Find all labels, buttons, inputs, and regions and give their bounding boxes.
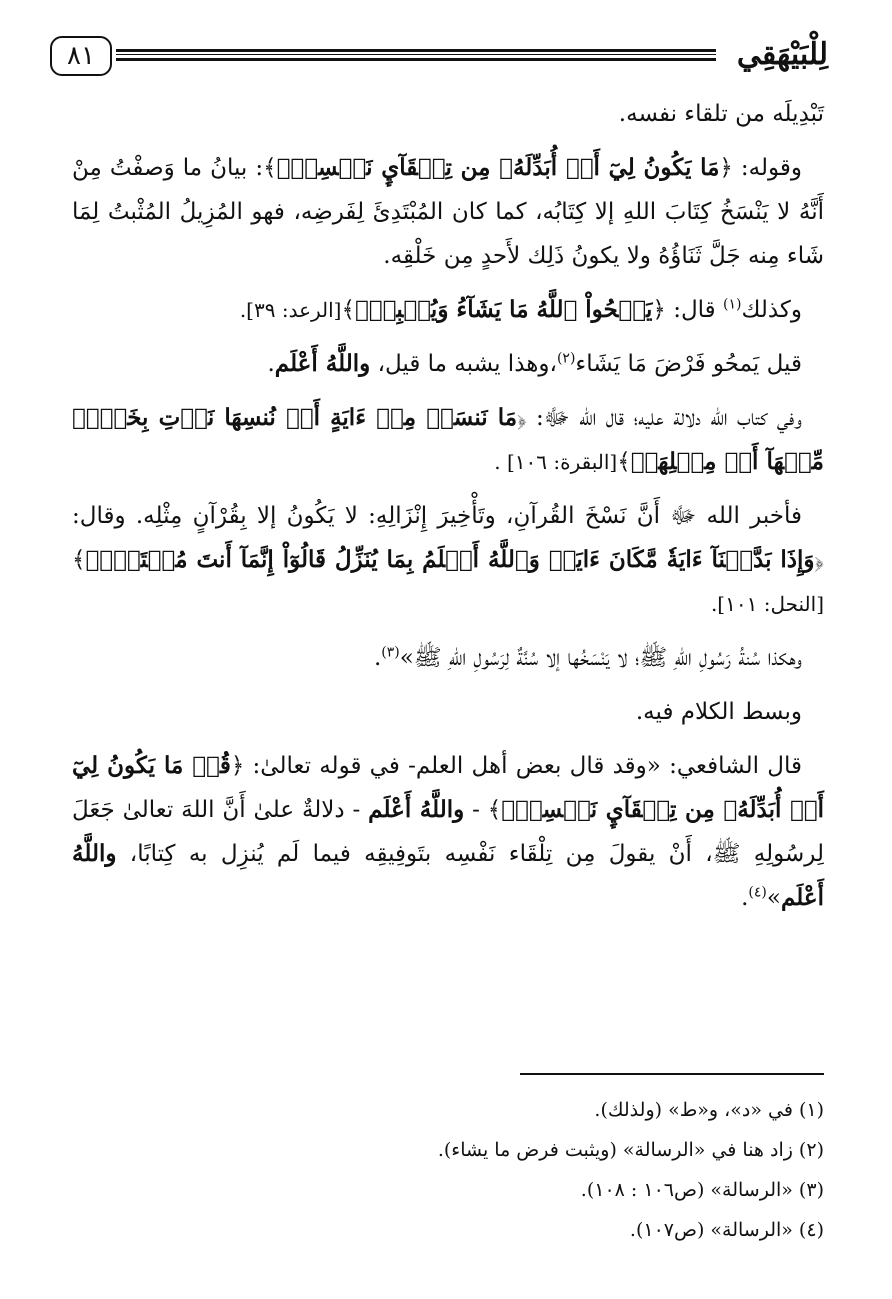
- text-run: قيل يَمحُو فَرْضَ مَا يَشَاء: [575, 351, 802, 377]
- text-run: وبسط الكلام فيه.: [635, 699, 802, 725]
- text-run: - دلالةٌ علىٰ أَنَّ اللهَ تعالىٰ جَعَلَ لِرسُولِهِ ﷺ، أَنْ يقولَ مِن تِلْقَاء نَفْسِه بتَوفِيقِه فيما لَم يُنزِل به كِتابًا،: [72, 797, 824, 867]
- text-run: : بيانُ ما وَصفْتُ مِنْ أَنَّهُ لا يَنْسَخُ كِتَابَ اللهِ إلا كِتَابُه، كما كان المُبْتَدِئَ لِفَرضِه، فهو المُزِيلُ المُثْبتُ لِمَا شَاء مِنه جَلَّ ثَنَاؤُهُ ولا يكونُ ذَلِك لأَحدٍ مِن خَلْقِه.: [72, 155, 824, 269]
- paragraph-p7: [72, 636, 824, 680]
- text-run: تَبْدِيلَه من تلقاء نفسه.: [618, 101, 824, 127]
- paragraph-p5: [72, 396, 824, 484]
- quran-quote: قُلۡ مَا يَكُونُ لِيٓ أَنۡ أُبَدِّلَهُۥ مِن تِلۡقَآيِٕ نَفۡسِيٓۖ: [72, 752, 824, 823]
- text-run: وكذلك: [741, 297, 802, 323]
- quran-bracket: ﴾: [72, 547, 86, 573]
- quran-quote: مَا يَكُونُ لِيٓ أَنۡ أُبَدِّلَهُۥ مِن تِلۡقَآيِٕ نَفۡسِيٓۖ: [276, 154, 720, 181]
- quran-bracket: ﴿: [230, 753, 245, 779]
- quran-bracket: ﴿: [517, 405, 527, 431]
- text-run: قال الشافعي: «وقد قال بعض أهل العلم- في قوله تعالىٰ:: [244, 753, 802, 779]
- footnote-marker: (٢): [556, 350, 576, 367]
- main-text: [72, 92, 824, 930]
- quran-bracket: ﴿: [652, 297, 666, 323]
- quran-quote: يَمۡحُواْ ٱللَّهُ مَا يَشَآءُ وَيُثۡبِتُۖ: [354, 296, 653, 323]
- text-run: .: [741, 885, 749, 911]
- text-run: قال:: [665, 297, 723, 323]
- footnotes: [72, 1090, 824, 1250]
- footnote-2: (٢) زاد هنا في «الرسالة» (ويثبت فرض ما يشاء).: [437, 1139, 824, 1161]
- running-title: لِلْبَيْهَقِي: [736, 37, 828, 72]
- text-run: .: [267, 351, 275, 377]
- text-run: وفي كتاب الله دلالة عليه؛ قال الله ﷻ:: [526, 405, 802, 431]
- paragraph-p1: [72, 92, 824, 136]
- footnote-marker: (١): [723, 296, 742, 313]
- paragraph-p4: [72, 342, 824, 386]
- text-run: »: [766, 885, 781, 911]
- paragraph-p3: [72, 288, 824, 332]
- text-run: فأخبر الله ﷻ أَنَّ نَسْخَ القُرآنِ، وتَأْخِيرَ إِنْزَالِهِ: لا يَكُونُ إلا بِقُرْآنٍ مِثْلِه. وقال:: [72, 503, 802, 529]
- quran-bracket: ﴾: [341, 297, 355, 323]
- page-header: [50, 28, 828, 84]
- quran-bracket: ﴾: [617, 449, 631, 475]
- bold-phrase: واللَّهُ أَعْلَم: [72, 840, 824, 911]
- text-run: ،وهذا يشبه ما قيل،: [370, 351, 557, 377]
- surah-reference: [الرعد: ٣٩].: [239, 298, 342, 322]
- quran-bracket: ﴾: [263, 155, 277, 181]
- surah-reference: [النحل: ١٠١].: [710, 592, 824, 616]
- footnote-3: (٣) «الرسالة» (ص١٠٦ : ١٠٨).: [580, 1179, 824, 1201]
- text-run: وقوله:: [732, 155, 803, 181]
- quran-bracket: ﴿: [719, 155, 733, 181]
- text-run: -: [464, 797, 488, 823]
- quran-bracket: ﴿: [814, 547, 824, 573]
- text-run: وهكذا سُنةُ رَسُولِ اللهِ ﷺ؛ لا يَنْسَخُها إلا سُنَّةٌ لِرَسُولِ اللهِ ﷺ»: [399, 645, 802, 671]
- footnote-marker: (٤): [748, 884, 767, 901]
- paragraph-p8: [72, 690, 824, 734]
- surah-reference: [البقرة: ١٠٦] .: [494, 450, 618, 474]
- quran-bracket: ﴾: [487, 797, 502, 823]
- quran-quote: وَإِذَا بَدَّلۡنَآ ءَايَةٗ مَّكَانَ ءَايَةٖ وَٱللَّهُ أَعۡلَمُ بِمَا يُنَزِّلُ قَالُوٓاْ إِنَّمَآ أَنتَ مُفۡتَرِۭۚ: [85, 546, 815, 573]
- header-rule: [116, 49, 716, 61]
- paragraph-p9: [72, 744, 824, 920]
- quran-quote: مَا نَنسَخۡ مِنۡ ءَايَةٍ أَوۡ نُنسِهَا نَأۡتِ بِخَيۡرٖ مِّنۡهَآ أَوۡ مِثۡلِهَآۗ: [72, 404, 824, 475]
- page-number: ٨١: [50, 36, 112, 76]
- text-run: .: [373, 645, 382, 671]
- footnote-1: (١) في «د»، و«ط» (ولذلك).: [594, 1099, 824, 1121]
- footnote-divider: [520, 1073, 824, 1075]
- paragraph-p2: [72, 146, 824, 278]
- bold-phrase: واللَّهُ أَعْلَم: [274, 350, 371, 377]
- footnote-4: (٤) «الرسالة» (ص١٠٧).: [629, 1219, 824, 1241]
- bold-phrase: واللَّهُ أَعْلَم: [368, 796, 465, 823]
- paragraph-p6: [72, 494, 824, 626]
- footnote-marker: (٣): [381, 644, 400, 661]
